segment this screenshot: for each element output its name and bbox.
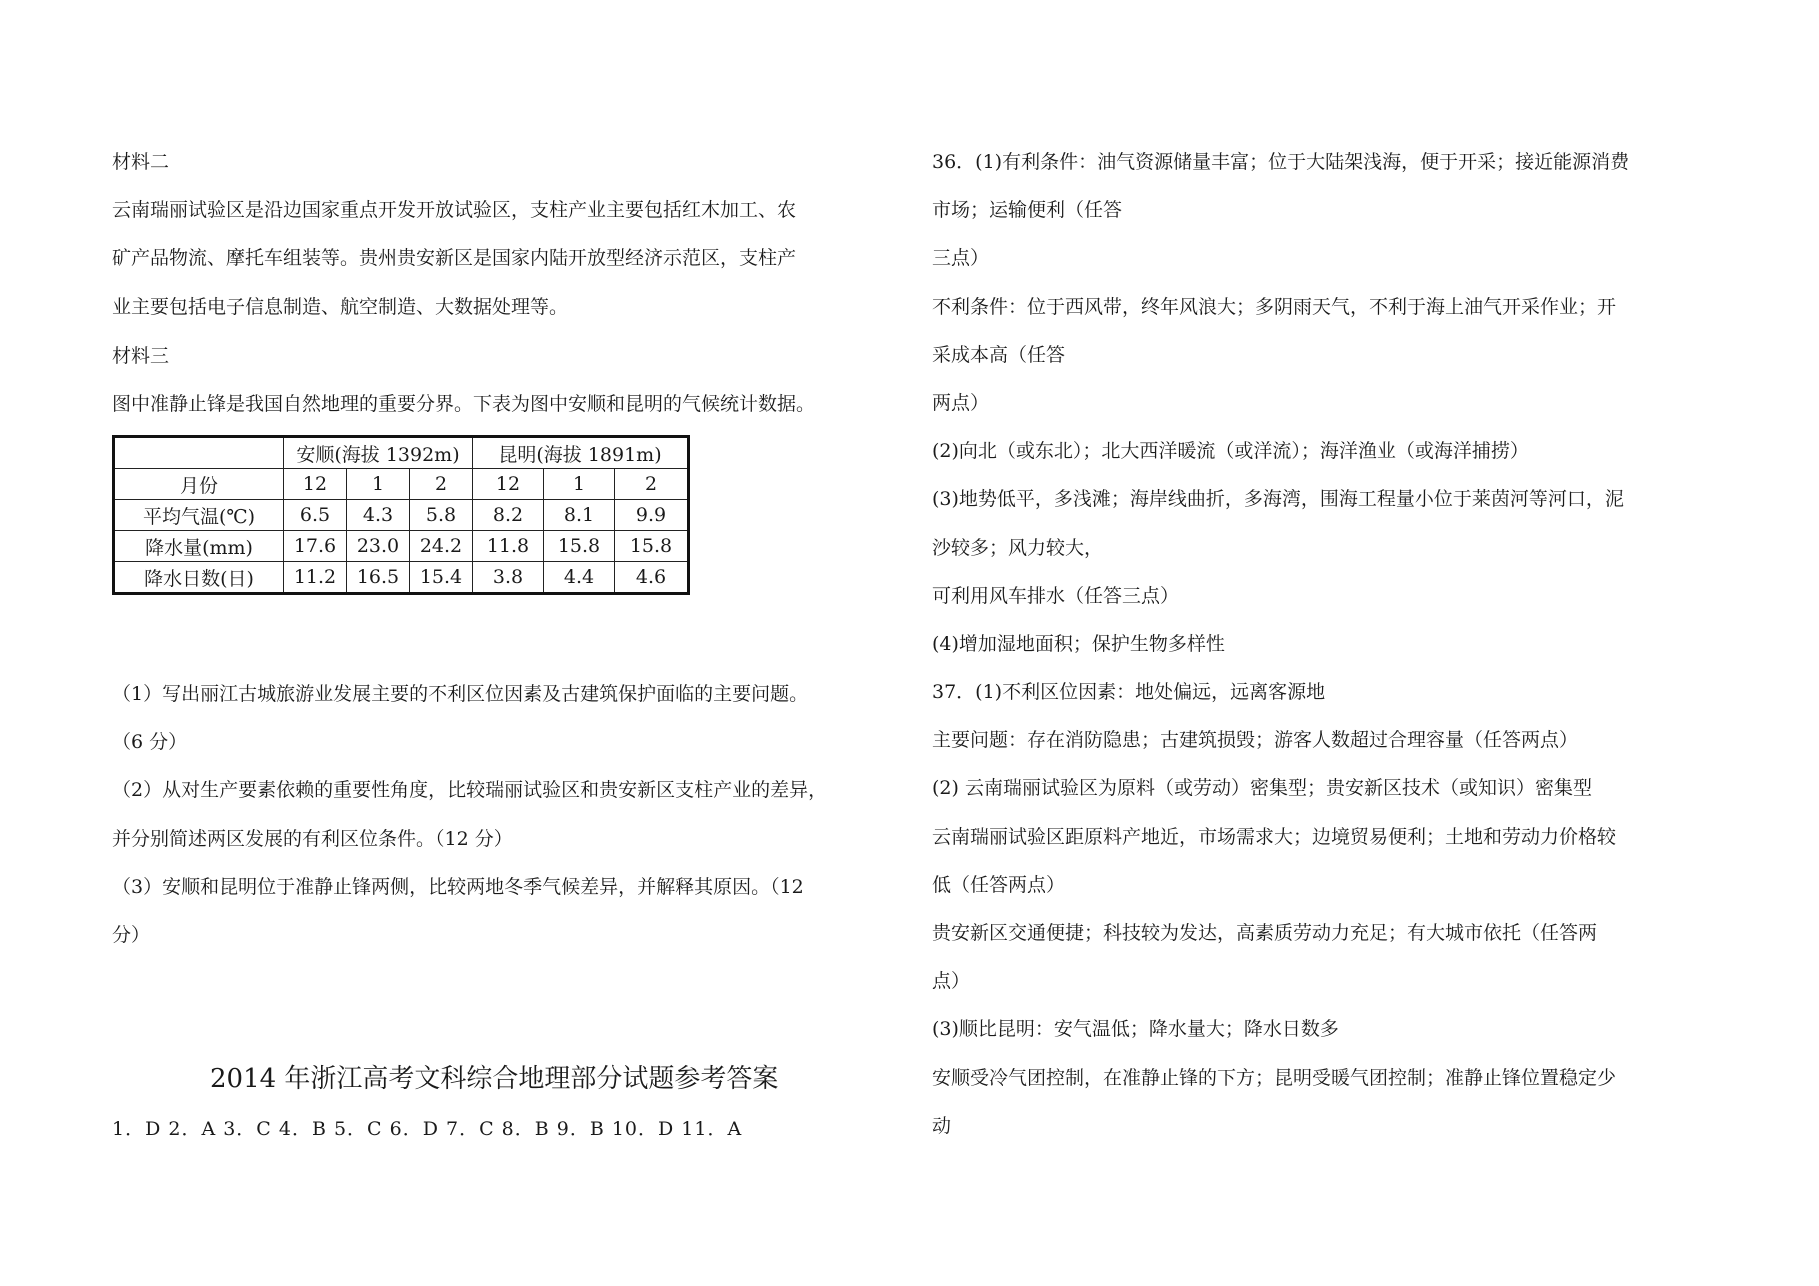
- table-cell: 1: [544, 469, 615, 500]
- answer-line: (3)地势低平，多浅滩；海岸线曲折，多海湾，围海工程量小位于莱茵河等河口，泥: [932, 488, 1624, 511]
- answer-line: 安顺受冷气团控制，在准静止锋的下方；昆明受暖气团控制；准静止锋位置稳定少: [932, 1066, 1617, 1089]
- row-label: 降水日数(日): [114, 562, 284, 594]
- answer-line: 主要问题：存在消防隐患；古建筑损毁；游客人数超过合理容量（任答两点）: [932, 729, 1579, 752]
- answer-line: 贵安新区交通便捷；科技较为发达，高素质劳动力充足；有大城市依托（任答两: [932, 922, 1598, 944]
- material2-heading: 材料二: [112, 151, 170, 173]
- question-line: （1）写出丽江古城旅游业发展主要的不利区位因素及古建筑保护面临的主要问题。: [112, 683, 809, 705]
- table-row: [114, 500, 689, 531]
- material3-heading: 材料三: [112, 344, 170, 367]
- table-cell: 1: [347, 469, 410, 500]
- answer-line: 低（任答两点）: [932, 873, 1066, 896]
- table-row: [114, 531, 689, 562]
- answer-line: (3)顺比昆明：安气温低；降水量大；降水日数多: [932, 1018, 1339, 1041]
- table-cell: 11.8: [473, 531, 544, 562]
- table-cell: 4.6: [615, 562, 689, 594]
- table-corner-cell: [114, 437, 284, 469]
- question-line: 分）: [112, 923, 151, 946]
- questions-block: [112, 682, 932, 971]
- table-cell: 16.5: [347, 562, 410, 594]
- table-cell: 6.5: [284, 500, 347, 531]
- question-line: （6 分）: [112, 731, 188, 754]
- answer-line: 采成本高（任答: [932, 343, 1066, 366]
- table-cell: 15.8: [544, 531, 615, 562]
- answer-line: 可利用风车排水（任答三点）: [932, 584, 1180, 607]
- anshun-header: 安顺(海拔 1392m): [284, 437, 473, 469]
- table-cell: 4.3: [347, 500, 410, 531]
- right-column: [932, 150, 1732, 1162]
- answer-title: 2014 年浙江高考文科综合地理部分试题参考答案: [210, 1064, 779, 1094]
- material2-line: 云南瑞丽试验区是沿边国家重点开发开放试验区，支柱产业主要包括红木加工、农: [112, 199, 797, 222]
- answer-line: (2) 云南瑞丽试验区为原料（或劳动）密集型；贵安新区技术（或知识）密集型: [932, 777, 1592, 800]
- month-label: 月份: [114, 469, 284, 500]
- table-cell: 5.8: [410, 500, 473, 531]
- answer-line: (2)向北（或东北）；北大西洋暖流（或洋流）；海洋渔业（或海洋捕捞）: [932, 440, 1529, 463]
- material2-line: 业主要包括电子信息制造、航空制造、大数据处理等。: [112, 295, 569, 318]
- answer-line: 36．(1)有利条件：油气资源储量丰富；位于大陆架浅海，便于开采；接近能源消费: [932, 151, 1630, 173]
- answer-line: 市场；运输便利（任答: [932, 199, 1123, 222]
- multiple-choice-answers: 1．D 2．A 3．C 4．B 5．C 6．D 7．C 8．B 9．B 10．D 11．A: [112, 1118, 743, 1140]
- table-cell: 2: [410, 469, 473, 500]
- left-column: [112, 150, 922, 433]
- table-cell: 12: [284, 469, 347, 500]
- material3-line: 图中准静止锋是我国自然地理的重要分界。下表为图中安顺和昆明的气候统计数据。: [112, 392, 816, 415]
- table-cell: 8.2: [473, 500, 544, 531]
- table-cell: 9.9: [615, 500, 689, 531]
- table-header-row: [114, 437, 689, 469]
- kunming-header: 昆明(海拔 1891m): [473, 437, 689, 469]
- table-cell: 11.2: [284, 562, 347, 594]
- table-cell: 12: [473, 469, 544, 500]
- table-cell: 23.0: [347, 531, 410, 562]
- question-line: 并分别简述两区发展的有利区位条件。（12 分）: [112, 827, 513, 850]
- row-label: 降水量(mm): [114, 531, 284, 562]
- table-cell: 15.4: [410, 562, 473, 594]
- table-cell: 8.1: [544, 500, 615, 531]
- question-line: （2）从对生产要素依赖的重要性角度，比较瑞丽试验区和贵安新区支柱产业的差异，: [112, 779, 828, 802]
- answer-line: 动: [932, 1114, 952, 1137]
- answer-line: 三点）: [932, 247, 990, 270]
- answer-line: 沙较多；风力较大，: [932, 536, 1104, 559]
- table-row: [114, 562, 689, 594]
- answer-line: 点）: [932, 970, 971, 993]
- answer-line: 不利条件：位于西风带，终年风浪大；多阴雨天气，不利于海上油气开采作业；开: [932, 295, 1617, 318]
- question-line: （3）安顺和昆明位于准静止锋两侧，比较两地冬季气候差异，并解释其原因。（12: [112, 875, 804, 898]
- material2-line: 矿产品物流、摩托车组装等。贵州贵安新区是国家内陆开放型经济示范区，支柱产: [112, 247, 797, 270]
- answer-line: 云南瑞丽试验区距原料产地近，市场需求大；边境贸易便利；土地和劳动力价格较: [932, 825, 1617, 848]
- answer-line: 两点）: [932, 391, 990, 414]
- table-cell: 3.8: [473, 562, 544, 594]
- climate-table: [112, 435, 690, 595]
- table-cell: 17.6: [284, 531, 347, 562]
- answer-line: 37．(1)不利区位因素：地处偏远，远离客源地: [932, 681, 1326, 704]
- row-label: 平均气温(℃): [114, 500, 284, 531]
- table-row: [114, 469, 689, 500]
- answer-line: (4)增加湿地面积；保护生物多样性: [932, 632, 1225, 655]
- table-cell: 15.8: [615, 531, 689, 562]
- table-cell: 2: [615, 469, 689, 500]
- table-cell: 24.2: [410, 531, 473, 562]
- table-cell: 4.4: [544, 562, 615, 594]
